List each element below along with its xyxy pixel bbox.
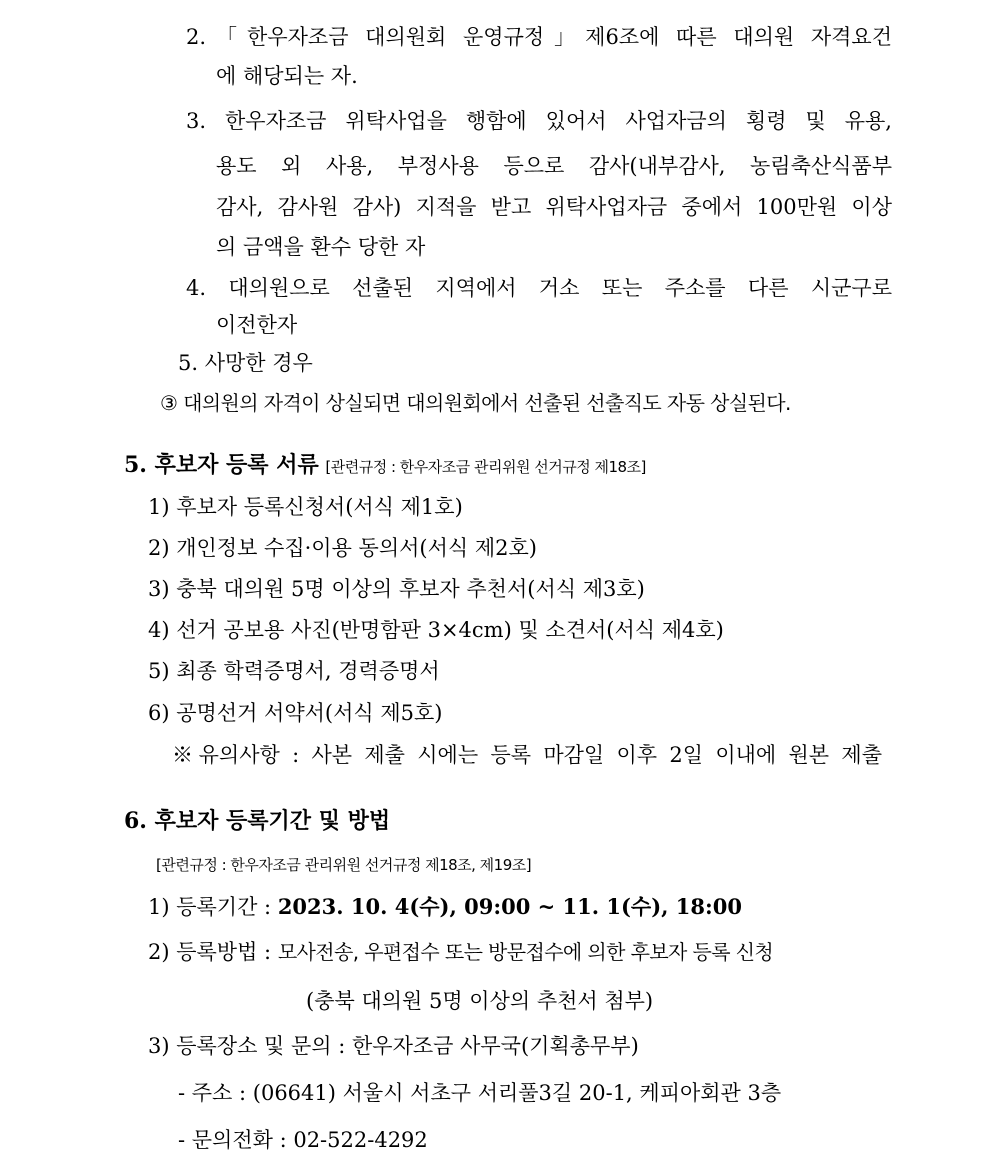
document-item-1: 1) 후보자 등록신청서(서식 제1호) bbox=[148, 495, 463, 519]
submission-note: ※유의사항 : 사본 제출 시에는 등록 마감일 이후 2일 이내에 원본 제출 bbox=[172, 743, 882, 767]
registration-method-value: 모사전송, 우편접수 또는 방문접수에 의한 후보자 등록 신청 bbox=[277, 940, 774, 964]
registration-method bbox=[148, 937, 773, 967]
office-phone: - 문의전화 : 02-522-4292 bbox=[178, 1128, 428, 1152]
disqualification-item-3-line-3: 감사, 감사원 감사) 지적을 받고 위탁사업자금 중에서 100만원 이상 bbox=[216, 195, 892, 219]
disqualification-item-5: 5. 사망한 경우 bbox=[178, 351, 313, 375]
registration-period bbox=[148, 892, 742, 922]
clause-3: ③ 대의원의 자격이 상실되면 대의원회에서 선출된 선출직도 자동 상실된다. bbox=[160, 391, 791, 415]
document-item-5: 5) 최종 학력증명서, 경력증명서 bbox=[148, 659, 440, 683]
section-5-ref: [관련규정 : 한우자조금 관리위원 선거규정 제18조] bbox=[325, 458, 646, 476]
document-item-2: 2) 개인정보 수집·이용 동의서(서식 제2호) bbox=[148, 536, 537, 560]
office-address: - 주소 : (06641) 서울시 서초구 서리풀3길 20-1, 케피아회관 3층 bbox=[178, 1081, 782, 1105]
section-6-title: 6. 후보자 등록기간 및 방법 bbox=[124, 808, 391, 834]
disqualification-item-3-line-2: 용도 외 사용, 부정사용 등으로 감사(내부감사, 농림축산식품부 bbox=[216, 154, 892, 178]
disqualification-item-3-line-4: 의 금액을 환수 당한 자 bbox=[216, 235, 426, 259]
disqualification-item-3-line-1: 3. 한우자조금 위탁사업을 행함에 있어서 사업자금의 횡령 및 유용, bbox=[186, 109, 892, 133]
document-item-3: 3) 충북 대의원 5명 이상의 후보자 추천서(서식 제3호) bbox=[148, 577, 645, 601]
disqualification-item-2-line-2: 에 해당되는 자. bbox=[216, 64, 358, 88]
registration-place: 3) 등록장소 및 문의 : 한우자조금 사무국(기획총무부) bbox=[148, 1034, 639, 1058]
registration-method-label: 2) 등록방법 : bbox=[148, 940, 278, 964]
registration-period-label: 1) 등록기간 : bbox=[148, 895, 278, 919]
disqualification-item-2-line-1: 2.「한우자조금 대의원회 운영규정」제6조에 따른 대의원 자격요건 bbox=[186, 25, 892, 49]
document-item-4: 4) 선거 공보용 사진(반명함판 3×4cm) 및 소견서(서식 제4호) bbox=[148, 618, 724, 642]
section-5-title: 5. 후보자 등록 서류 bbox=[124, 452, 319, 478]
registration-period-value: 2023. 10. 4(수), 09:00 ~ 11. 1(수), 18:00 bbox=[277, 894, 742, 919]
disqualification-item-4-line-1: 4. 대의원으로 선출된 지역에서 거소 또는 주소를 다른 시군구로 bbox=[186, 276, 892, 300]
section-5-heading bbox=[124, 450, 646, 482]
section-6-ref: [관련규정 : 한우자조금 관리위원 선거규정 제18조, 제19조] bbox=[156, 856, 532, 874]
document-item-6: 6) 공명선거 서약서(서식 제5호) bbox=[148, 701, 443, 725]
registration-method-note: (충북 대의원 5명 이상의 추천서 첨부) bbox=[306, 989, 654, 1013]
disqualification-item-4-line-2: 이전한자 bbox=[216, 313, 298, 337]
